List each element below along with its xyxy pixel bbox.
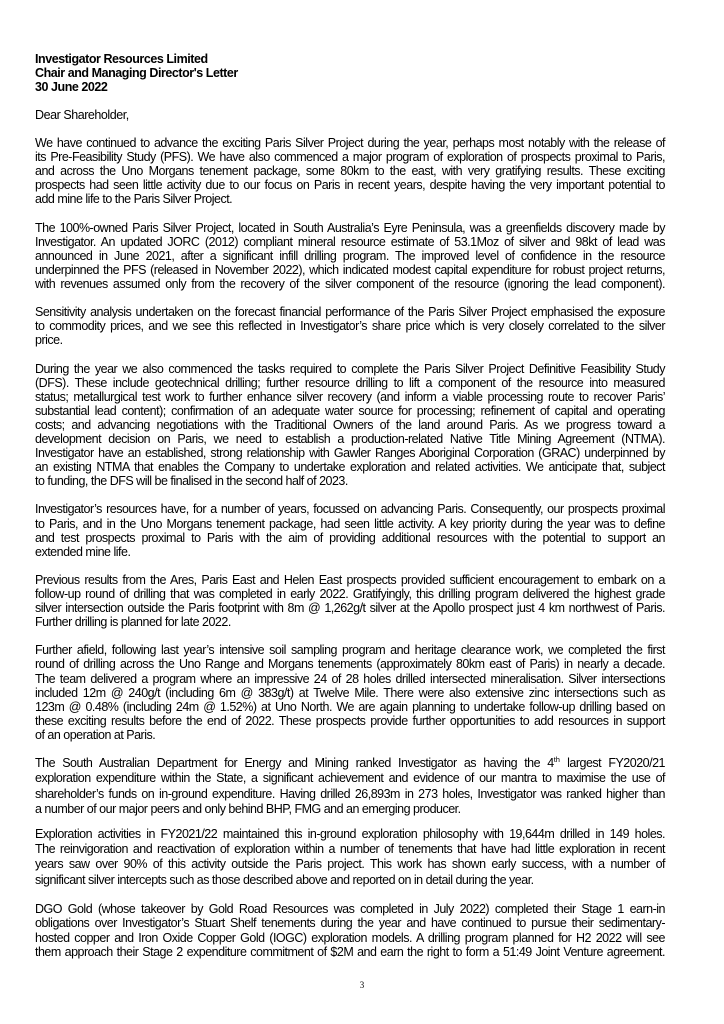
text-line: significant silver intercepts such as those described above and reported on in detail during the year. (35, 872, 534, 887)
text-line: round of drilling across the Uno Range and Morgans tenements (approximately 80km east of Paris) in nearly a decade. (35, 657, 665, 672)
text-segment: The South Australian Department for Energy and Mining ranked Investigator as having the 4 (35, 756, 554, 771)
document-title: Chair and Managing Director's Letter (35, 66, 238, 80)
paragraph (35, 902, 665, 959)
text-line: exploration expenditure within the State, a significant achievement and evidence of our mantra to maximise the use of (35, 771, 665, 786)
letter-header (35, 52, 665, 94)
paragraph (35, 221, 665, 291)
paragraph (35, 362, 665, 489)
text-line: add mine life to the Paris Silver Project. (35, 192, 233, 207)
text-line: DGO Gold (whose takeover by Gold Road Resources was completed in July 2022) completed their Stage 1 earn-in (35, 902, 665, 917)
text-line: Investigator. An updated JORC (2012) compliant mineral resource estimate of 53.1Moz of silver and 98kt of lead was (35, 234, 665, 249)
text-line: shareholder’s funds on in-ground expenditure. Having drilled 26,893m in 273 holes, Investigator was ranked higher than (35, 786, 665, 801)
text-line: and test prospects proximal to Paris with the aim of providing additional resources with the potential to support an (35, 530, 665, 545)
text-line: included 12m @ 240g/t (including 6m @ 383g/t) at Twelve Mile. There were also extensive zinc intersections such as (35, 685, 665, 700)
text-line: substantial lead content); confirmation of an adequate water source for processing; refinement of capital and operating (35, 403, 665, 418)
text-line: development decision on Paris, we need to establish a production-related Native Title Mining Agreement (NTMA). (35, 431, 665, 446)
paragraph (35, 573, 665, 629)
ordinal-suffix: th (553, 755, 560, 765)
text-line: costs; and advancing negotiations with the Traditional Owners of the land around Paris. As we progress toward a (35, 417, 665, 432)
text-line: hosted copper and Iron Oxide Copper Gold (IOGC) exploration models. A drilling program planned for H2 2022 will see (35, 930, 665, 945)
text-line: and across the Uno Morgans tenement package, some 80km to the east, with very gratifying results. These exciting (35, 164, 665, 179)
text-line: Previous results from the Ares, Paris East and Helen East prospects provided sufficient encouragement to embark on a (35, 572, 665, 587)
paragraph (35, 305, 665, 347)
text-line: prospects had seen little activity due to our focus on Paris in recent years, despite having the very important potential to (35, 178, 665, 193)
text-line: with revenues assumed only from the recovery of the silver component of the resource (ignoring the lead component). (35, 276, 665, 291)
text-line: Further drilling is planned for late 2022. (35, 615, 231, 630)
text-line: Exploration activities in FY2021/22 maintained this in-ground exploration philosophy with 19,644m drilled in 149 holes. (35, 826, 665, 841)
text-line: follow-up round of drilling that was completed in early 2022. Gratifyingly, this drilling program delivered the highest grade (35, 587, 665, 601)
text-line: During the year we also commenced the tasks required to complete the Paris Silver Project Definitive Feasibility Study (35, 361, 665, 376)
text-line: these exciting results before the end of 2022. These prospects provide further opportunities to add resources in support (35, 713, 665, 728)
text-segment: largest FY2020/21 (559, 756, 665, 771)
text-line: Sensitivity analysis undertaken on the forecast financial performance of the Paris Silver Project emphasised the exposure (35, 305, 665, 320)
paragraph (35, 136, 665, 206)
letter-date: 30 June 2022 (35, 80, 108, 94)
paragraph (35, 827, 665, 888)
paragraph (35, 502, 665, 558)
text-line: The reinvigoration and reactivation of exploration within a number of tenements that have had little exploration in recent (35, 842, 665, 857)
text-line: to funding, the DFS will be finalised in the second half of 2023. (35, 474, 348, 489)
text-line: underpinned the PFS (released in November 2022), which indicated modest capital expenditure for robust project returns, (35, 262, 665, 277)
text-line: Investigator’s resources have, for a number of years, focussed on advancing Paris. Consequently, our prospects proximal (35, 502, 665, 517)
text-line: (DFS). These include geotechnical drilling; further resource drilling to lift a component of the resource into measured (35, 375, 665, 390)
text-line: years saw over 90% of this activity outside the Paris project. This work has shown early success, with a number of (35, 857, 665, 872)
text-line: a number of our major peers and only behind BHP, FMG and an emerging producer. (35, 801, 461, 816)
text-line: announced in June 2021, after a significant infill drilling program. The improved level of confidence in the resource (35, 248, 665, 263)
text-line: silver intersection outside the Paris footprint with 8m @ 1,262g/t silver at the Apollo prospect just 4 km northwest of Paris. (35, 601, 665, 616)
letter-body (35, 136, 665, 959)
text-line: status; metallurgical test work to further enhance silver recovery (and inform a viable processing route to recover Paris’ (35, 389, 665, 404)
text-line: of an operation at Paris. (35, 727, 156, 742)
text-line: Further afield, following last year’s intensive soil sampling program and heritage clearance work, we completed the first (35, 643, 665, 658)
text-line: price. (35, 333, 63, 348)
text-line: them approach their Stage 2 expenditure commitment of $2M and earn the right to form a 51:49 Joint Venture agreement. (35, 944, 665, 959)
text-line: obligations over Investigator’s Stuart Shelf tenements during the year and have continued to pursue their sedimentary- (35, 916, 665, 931)
salutation: Dear Shareholder, (35, 108, 129, 122)
paragraph (35, 643, 665, 742)
paragraph (35, 756, 665, 817)
letter-page (35, 52, 665, 973)
text-line: to commodity prices, and we see this reflected in Investigator’s share price which is very closely correlated to the silver (35, 319, 665, 334)
text-line: extended mine life. (35, 544, 131, 559)
company-name: Investigator Resources Limited (35, 52, 208, 66)
text-line: The team delivered a program where an impressive 24 of 28 holes drilled intersected mineralisation. Silver intersections (35, 671, 665, 686)
text-line: its Pre-Feasibility Study (PFS). We have also commenced a major program of exploration of prospects proximal to Paris, (35, 150, 665, 165)
text-line: The 100%-owned Paris Silver Project, located in South Australia’s Eyre Peninsula, was a greenfields discovery made by (35, 220, 665, 235)
text-line: Investigator have an established, strong relationship with Gawler Ranges Aboriginal Corporation (GRAC) underpinned by (35, 446, 665, 461)
text-line (35, 756, 665, 771)
text-line: We have continued to advance the exciting Paris Silver Project during the year, perhaps most notably with the release of (35, 136, 665, 150)
text-line: 123m @ 0.48% (including 24m @ 1.52%) at Uno North. We are again planning to undertake follow-up drilling based on (35, 699, 665, 714)
page-number: 3 (359, 980, 365, 990)
text-line: to Paris, and in the Uno Morgans tenement package, had seen little activity. A key priority during the year was to define (35, 516, 665, 531)
text-line: an existing NTMA that enables the Company to undertake exploration and related activities. We anticipate that, subject (35, 460, 665, 475)
